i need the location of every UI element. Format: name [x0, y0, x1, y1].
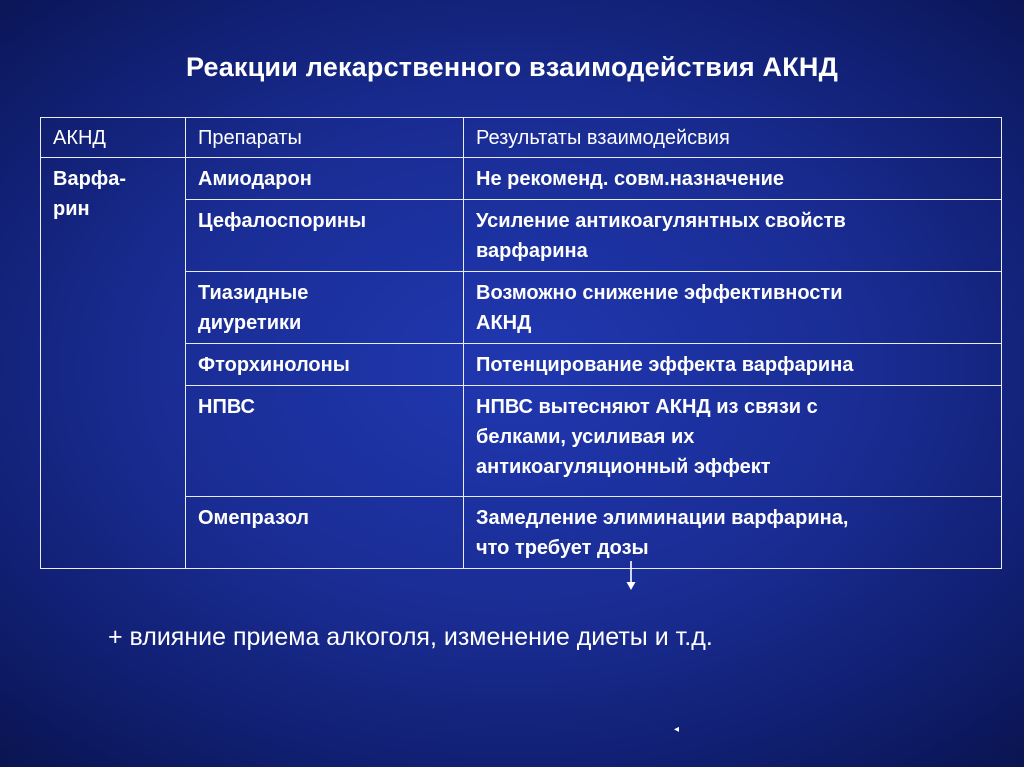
footnote-text: + влияние приема алкоголя, изменение диеты и т.д. [108, 623, 713, 651]
down-arrow-icon [624, 560, 638, 592]
header-cell-aknd: АКНД [41, 118, 186, 158]
table-row [41, 344, 1002, 386]
drug-cell: Амиодарон [186, 158, 464, 200]
result-cell: Усиление антикоагулянтных свойств варфарина [464, 200, 1002, 272]
result-cell: Потенцирование эффекта варфарина [464, 344, 1002, 386]
table-row [41, 497, 1002, 569]
drug-cell: НПВС [186, 386, 464, 497]
table-row [41, 386, 1002, 497]
result-cell: НПВС вытесняют АКНД из связи с белками, усиливая их антикоагуляционный эффект [464, 386, 1002, 497]
interaction-table [40, 117, 1002, 569]
group-cell-warfarin: Варфа- рин [41, 158, 186, 569]
result-cell: Возможно снижение эффективности АКНД [464, 272, 1002, 344]
table-row [41, 272, 1002, 344]
drug-cell: Фторхинолоны [186, 344, 464, 386]
drug-cell: Тиазидные диуретики [186, 272, 464, 344]
header-cell-drugs: Препараты [186, 118, 464, 158]
table-row [41, 158, 1002, 200]
result-cell: Замедление элиминации варфарина, что требует дозы [464, 497, 1002, 569]
drug-cell: Цефалоспорины [186, 200, 464, 272]
nav-back-icon[interactable]: ◂ [674, 724, 680, 735]
table-row [41, 200, 1002, 272]
slide-title: Реакции лекарственного взаимодействия АКНД [185, 52, 839, 82]
header-cell-results: Результаты взаимодейсвия [464, 118, 1002, 158]
result-cell: Не рекоменд. совм.назначение [464, 158, 1002, 200]
drug-cell: Омепразол [186, 497, 464, 569]
table-header-row [41, 118, 1002, 158]
